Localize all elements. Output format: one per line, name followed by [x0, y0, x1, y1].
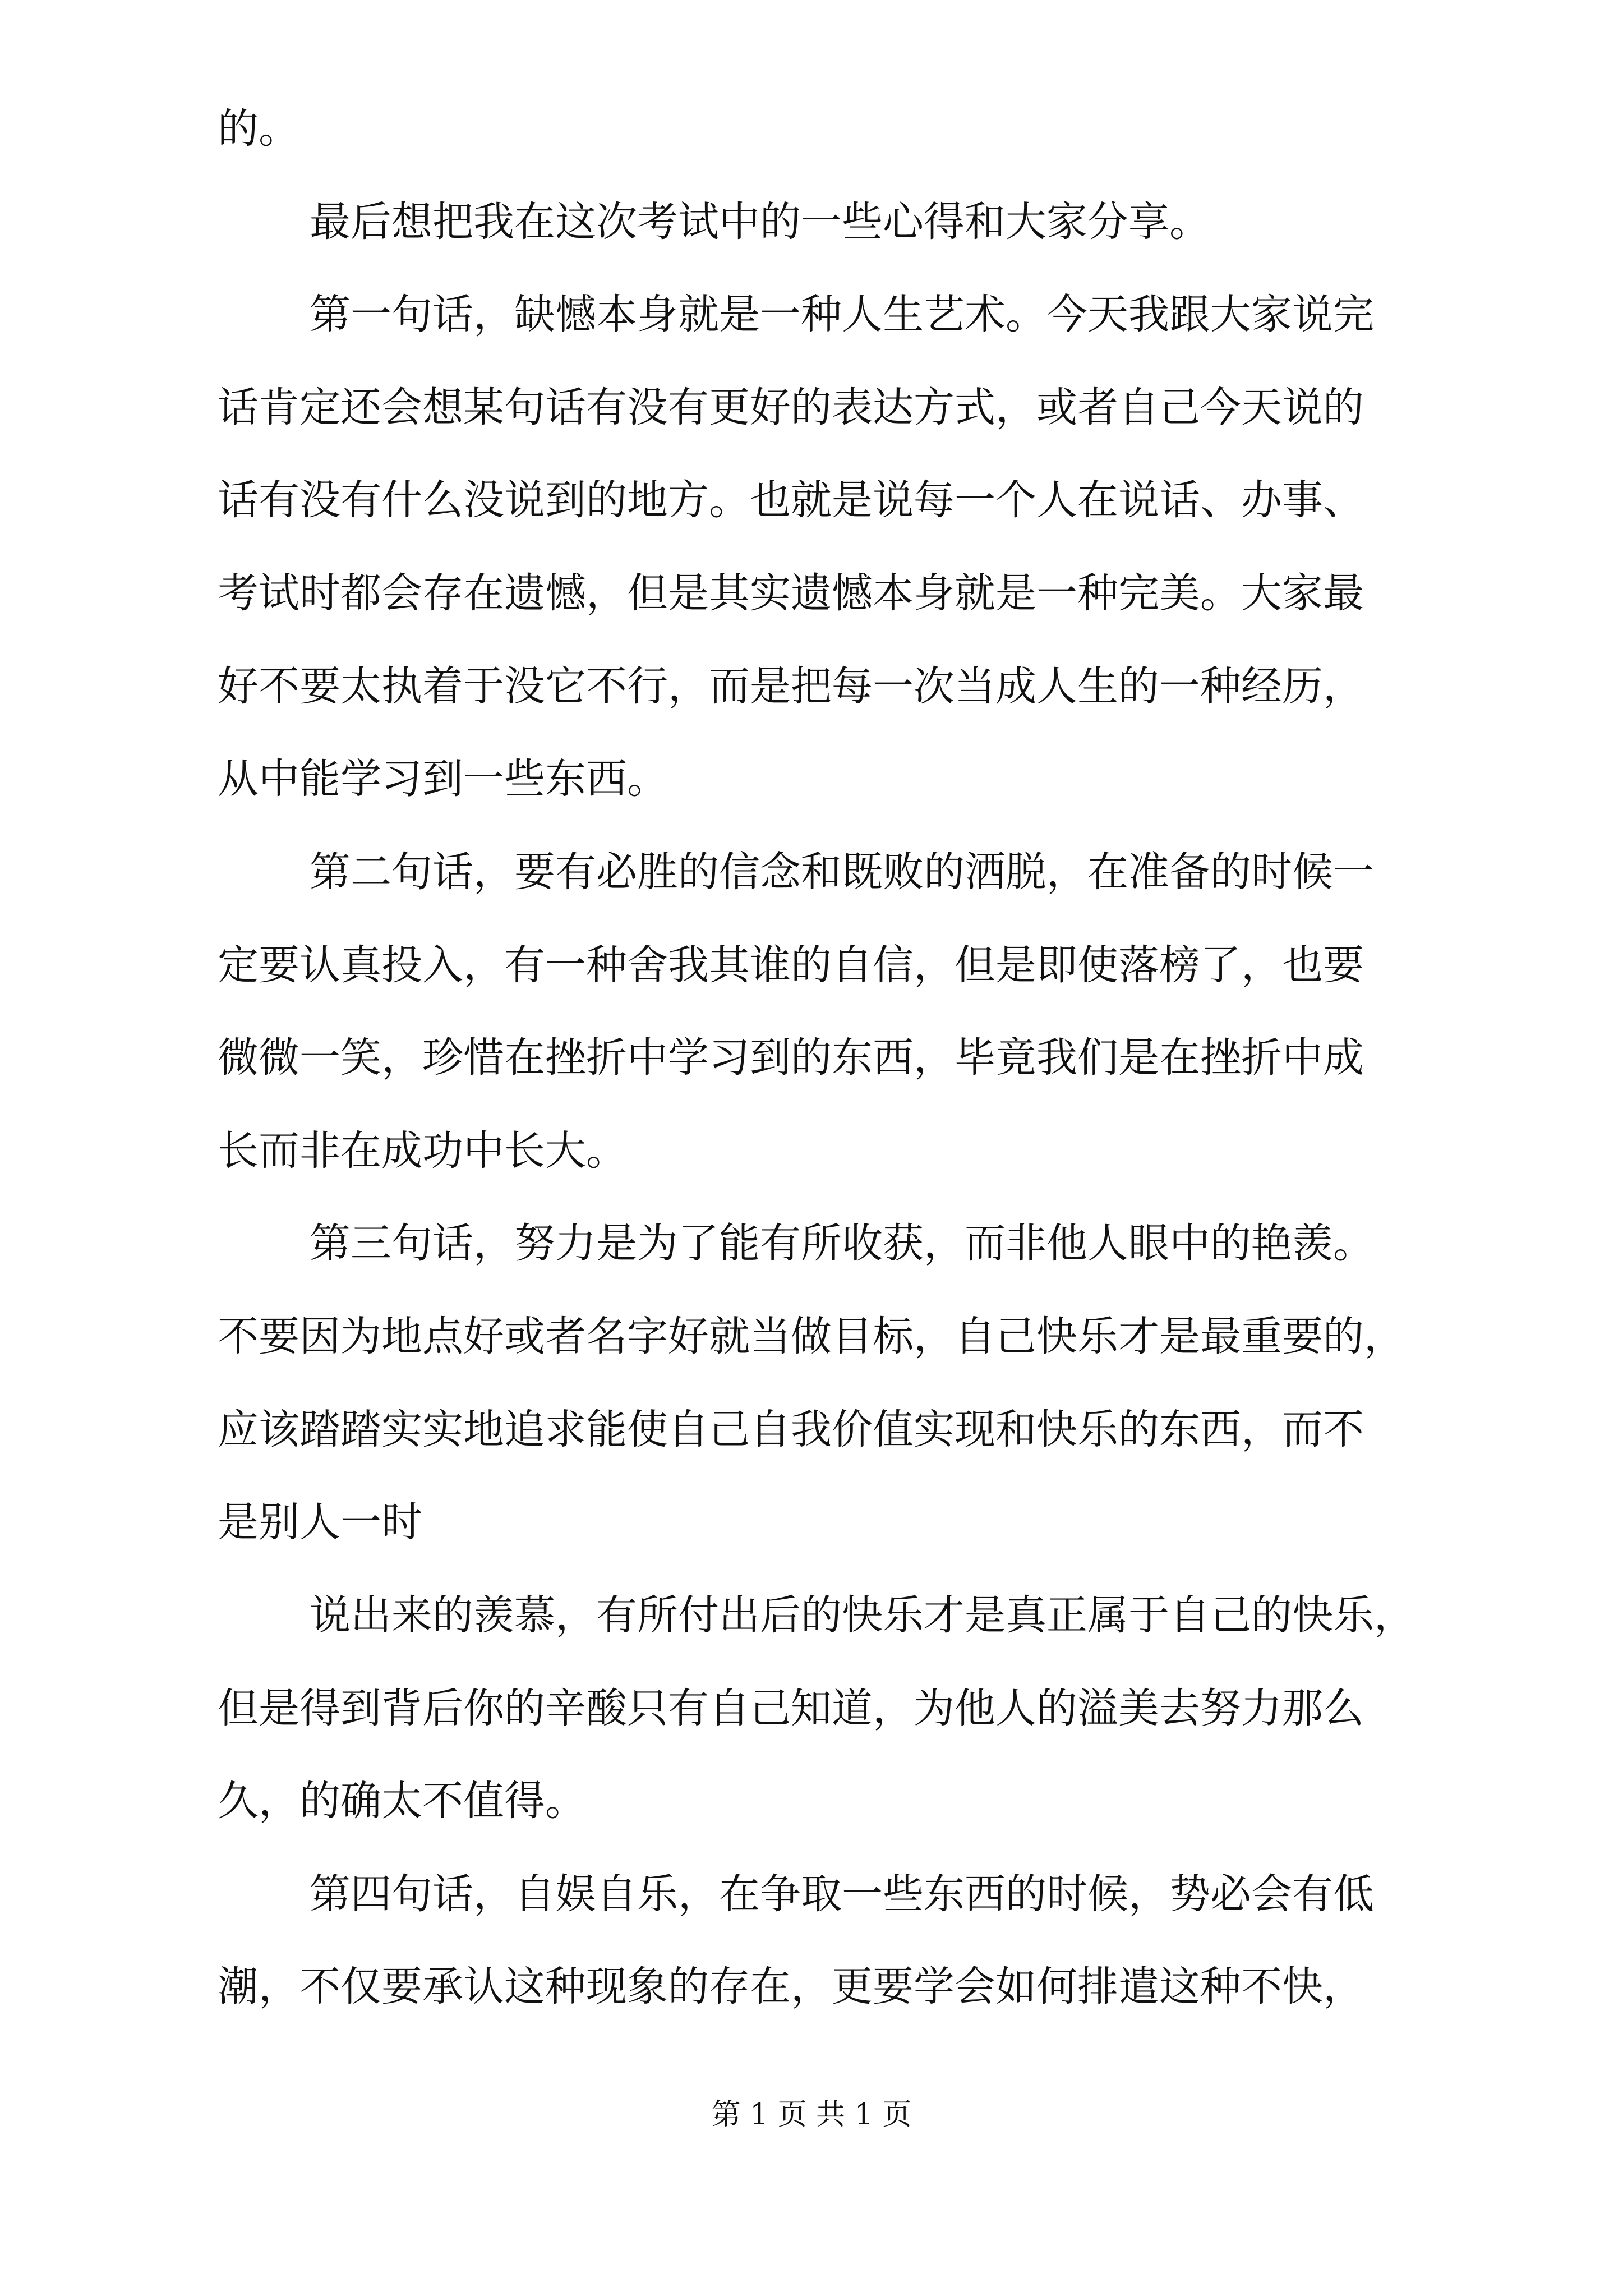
text-line: 最后想把我在这次考试中的一些心得和大家分享。: [310, 198, 1210, 246]
text-line: 长而非在成功中长大。: [218, 1127, 627, 1175]
text-line: 定要认真投入，有一种舍我其谁的自信，但是即使落榜了，也要: [218, 941, 1364, 989]
text-line: 第三句话，努力是为了能有所收获，而非他人眼中的艳羡。: [310, 1220, 1374, 1267]
text-line: 第四句话，自娱自乐，在争取一些东西的时候，势必会有低: [310, 1870, 1374, 1918]
page-footer: 第 1 页 共 1 页: [711, 2098, 912, 2132]
text-line: 不要因为地点好或者名字好就当做目标，自己快乐才是最重要的，: [218, 1313, 1405, 1360]
text-line: 应该踏踏实实地追求能使自己自我价值实现和快乐的东西，而不: [218, 1406, 1364, 1453]
text-line: 话肯定还会想某句话有没有更好的表达方式，或者自己今天说的: [218, 384, 1364, 431]
text-line: 是别人一时: [218, 1498, 422, 1546]
text-line: 第一句话，缺憾本身就是一种人生艺术。今天我跟大家说完: [310, 291, 1374, 338]
text-line: 潮，不仅要承认这种现象的存在，更要学会如何排遣这种不快，: [218, 1963, 1364, 2010]
text-line: 久，的确太不值得。: [218, 1777, 586, 1825]
text-line: 考试时都会存在遗憾，但是其实遗憾本身就是一种完美。大家最: [218, 569, 1364, 617]
text-line: 微微一笑，珍惜在挫折中学习到的东西，毕竟我们是在挫折中成: [218, 1034, 1364, 1082]
text-line: 话有没有什么没说到的地方。也就是说每一个人在说话、办事、: [218, 476, 1364, 524]
text-line: 说出来的羡慕，有所付出后的快乐才是真正属于自己的快乐，: [310, 1591, 1415, 1639]
text-line: 的。: [218, 105, 299, 153]
text-line: 但是得到背后你的辛酸只有自己知道，为他人的溢美去努力那么: [218, 1685, 1364, 1732]
text-line: 从中能学习到一些东西。: [218, 755, 668, 803]
text-line: 第二句话，要有必胜的信念和既败的洒脱，在准备的时候一: [310, 848, 1374, 896]
text-line: 好不要太执着于没它不行，而是把每一次当成人生的一种经历，: [218, 662, 1364, 710]
